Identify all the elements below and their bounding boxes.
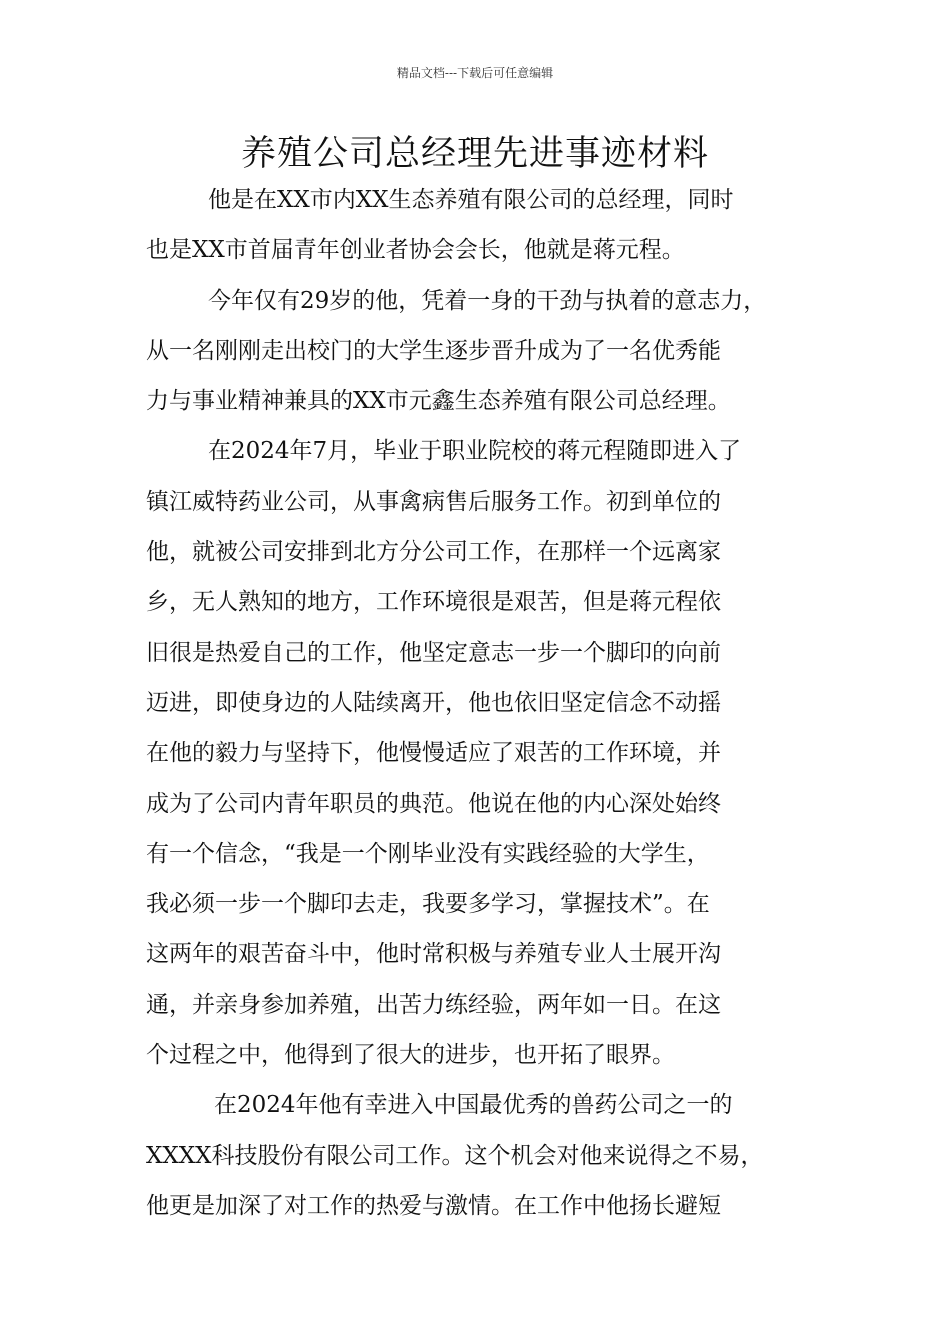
page-header: 精品文档---下载后可任意编辑 [396,66,554,80]
text-line: 他是在XX市内XX生态养殖有限公司的总经理，同时 [208,187,734,213]
text-line: 也是XX市首届青年创业者协会会长，他就是蒋元程。 [146,237,685,264]
text-line: 他更是加深了对工作的热爱与激情。在工作中他扬长避短 [146,1192,721,1219]
text-line: 通，并亲身参加养殖，出苦力练经验，两年如一日。在这 [146,991,721,1018]
text-line: 从一名刚刚走出校门的大学生逐步晋升成为了一名优秀能 [146,337,721,364]
text-line: 旧很是热爱自己的工作，他坚定意志一步一个脚印的向前 [146,639,721,666]
text-line: 他，就被公司安排到北方分公司工作，在那样一个远离家 [146,539,721,566]
text-line: 有一个信念，“我是一个刚毕业没有实践经验的大学生， [146,840,710,867]
text-line: 个过程之中，他得到了很大的进步，也开拓了眼界。 [146,1042,675,1069]
text-line: 今年仅有29岁的他，凭着一身的干劲与执着的意志力， [208,287,767,314]
text-line: XXXX科技股份有限公司工作。这个机会对他来说得之不易， [146,1142,764,1169]
text-line: 乡，无人熟知的地方，工作环境很是艰苦，但是蒋元程依 [146,589,721,616]
text-line: 在2024年他有幸进入中国最优秀的兽药公司之一的 [214,1092,733,1119]
text-line: 迈进，即使身边的人陆续离开，他也依旧坚定信念不动摇 [146,689,721,716]
document-title: 养殖公司总经理先进事迹材料 [240,134,709,174]
text-line: 力与事业精神兼具的XX市元鑫生态养殖有限公司总经理。 [146,388,731,415]
text-line: 我必须一步一个脚印去走，我要多学习，掌握技术”。在 [146,891,710,918]
document-body [146,175,836,1231]
text-line: 在2024年7月，毕业于职业院校的蒋元程随即进入了 [208,438,742,465]
text-line: 在他的毅力与坚持下，他慢慢适应了艰苦的工作环境，并 [146,740,721,767]
text-line: 成为了公司内青年职员的典范。他说在他的内心深处始终 [146,790,721,817]
text-line: 这两年的艰苦奋斗中，他时常积极与养殖专业人士展开沟 [146,941,721,968]
text-line: 镇江威特药业公司，从事禽病售后服务工作。初到单位的 [146,488,721,515]
